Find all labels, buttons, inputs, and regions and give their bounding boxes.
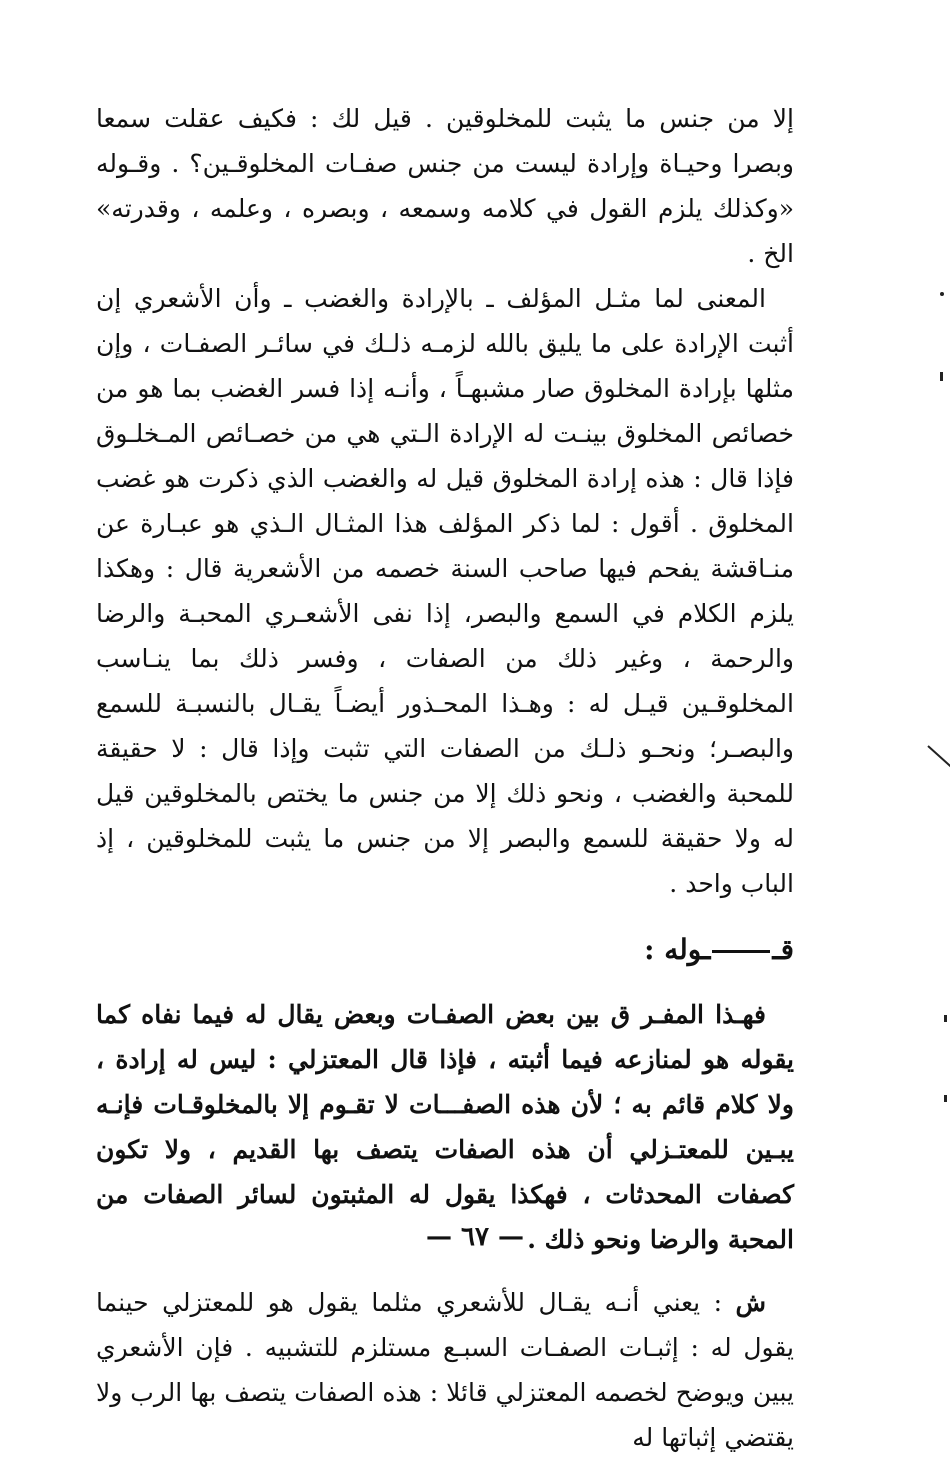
scan-mark-line [927, 745, 950, 769]
paragraph-explanation: المعنى لما مثـل المؤلف ـ بالإرادة والغضب ـ وأن الأشعري إن أثبت الإرادة على ما يليق بالله لزمـه ذلـك في سائـر الصفـات ، وإن مثلها بإرادة المخلوق صار مشبهـاً ، وأنـه إذا فسر الغضب بما هو من خصائص المخلوق بينـت له الإرادة الـتي هي من خصـائص المـخلـوق فإذا قال : هذه إرادة المخلوق قيل له والغضب الذي ذكرت هو غضب المخلوق . أقول : لما ذكر المؤلف هذا المثـال الـذي هو عبـارة عن منـاقشة يفحم فيها صاحب السنة خصمه من الأشعرية قال : وهكذا يلزم الكلام في السمع والبصر، إذا نفى الأشعـري المحبـة والرضا والرحمة ، وغير ذلك من الصفات ، وفسر ذلك بما ينـاسب المخلوقـين قيـل له : وهـذا المحـذور أيضـاً يقـال بالنسبـة للسمع والبصـر؛ ونحـو ذلـك من الصفات التي تثبت وإذا قال : لا حقيقة للمحبة والغضب ، ونحو ذلك إلا من جنس ما يختص بالمخلوقين قيل له ولا حقيقة للسمع والبصر إلا من جنس ما يثبت للمخلوقين ، إذ الباب واحد . [96, 284, 794, 898]
scan-mark-tick [940, 372, 943, 381]
quoted-text: فهـذا المفـر ق بين بعض الصفـات وبعض يقال له فيما نفاه كما يقوله هو لمنازعه فيما أثبته ، فإذا قال المعتزلي : ليس له إرادة ، ولا كلام قائم به ؛ لأن هذه الصفـــات لا تقـوم إلا بالمخلوقـات فإنـه يبـين للمعتـزلي أن هذه الصفات يتصف بها القديم ، ولا تكون كصفات المحدثات ، فهكذا يقول له المثبتون لسائر الصفات من المحبة والرضا ونحو ذلك . [96, 1000, 794, 1254]
commentary-text: : يعني أنـه يقـال للأشعري مثلما يقول هو للمعتزلي حينما يقول له : إثبـات الصفـات السبـع مستلزم للتشبيه . فإن الأشعري يبين ويوضح لخصمه المعتزلي قائلا : هذه الصفات يتصف بها الرب ولا يقتضي إثباتها له [96, 1288, 794, 1452]
commentary-paragraph [96, 1280, 794, 1460]
page-body [96, 96, 794, 1460]
heading-part-first: قـ [772, 933, 794, 966]
kashida-extension [712, 950, 770, 953]
paragraph-continuation: إلا من جنس ما يثبت للمخلوقين . قيل لك : فكيف عقلت سمعا وبصرا وحيـاة وإرادة ليست من جنس صفـات المخلوقـين؟ . وقـوله «وكذلك يلزم القول في كلامه وسمعه ، وبصره ، وعلمه ، وقدرته» الخ . [96, 104, 794, 268]
scan-mark-dot [940, 292, 944, 296]
scan-mark-dot-2 [944, 1015, 947, 1022]
commentary-marker: ش [735, 1288, 766, 1317]
page-number: — ٦٧ — [425, 1222, 525, 1252]
section-heading [96, 930, 794, 970]
scan-mark-dot-3 [944, 1095, 947, 1102]
heading-part-last: ـوله : [644, 933, 711, 966]
